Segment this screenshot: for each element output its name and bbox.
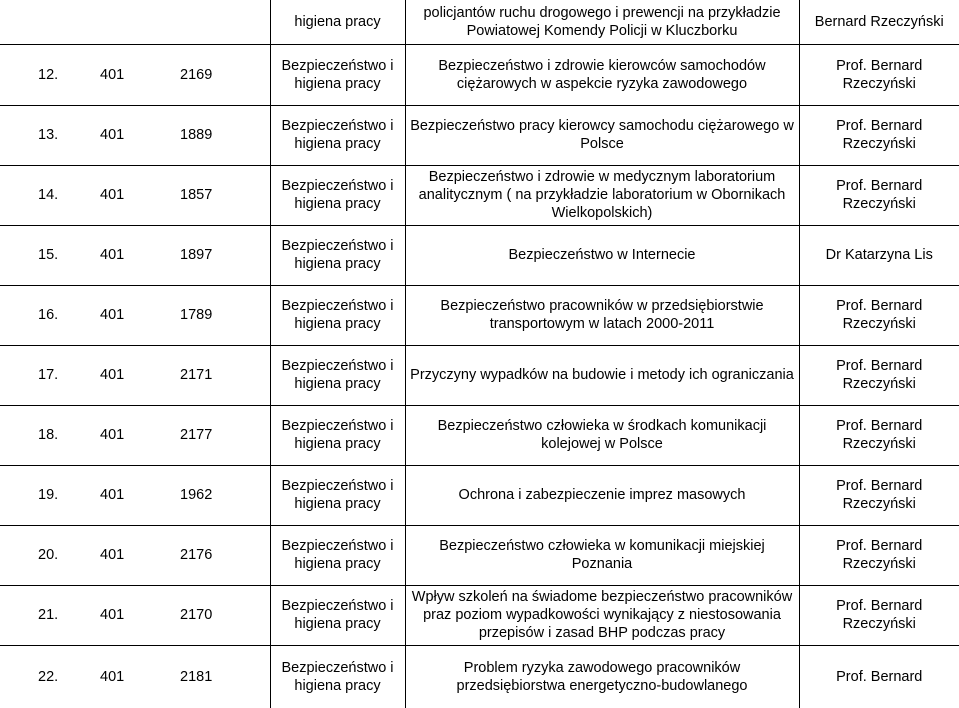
thesis-id: 2170 <box>180 607 213 623</box>
title-cell: Ochrona i zabezpieczenie imprez masowych <box>405 465 799 525</box>
thesis-id: 1962 <box>180 487 213 503</box>
supervisor-cell: Prof. Bernard Rzeczyński <box>799 525 959 585</box>
row-number: 12. <box>38 66 59 83</box>
area-cell: Bezpieczeństwo i higiena pracy <box>270 345 405 405</box>
title-cell: Bezpieczeństwo człowieka w komunikacji miejskiej Poznania <box>405 525 799 585</box>
row-number: 18. <box>38 427 59 443</box>
area-cell: Bezpieczeństwo i higiena pracy <box>270 525 405 585</box>
row-number: 14. <box>38 187 59 203</box>
supervisor-cell: Prof. Bernard Rzeczyński <box>799 44 959 105</box>
thesis-id: 2169 <box>180 66 213 83</box>
title-cell: Bezpieczeństwo i zdrowie w medycznym laboratorium analitycznym ( na przykładzie laboratorium w Obornikach Wielkopolskich) <box>405 165 799 225</box>
supervisor-cell: Dr Katarzyna Lis <box>799 225 959 285</box>
title-cell: Bezpieczeństwo i zdrowie kierowców samochodów ciężarowych w aspekcie ryzyka zawodowego <box>405 44 799 105</box>
area-cell: Bezpieczeństwo i higiena pracy <box>270 165 405 225</box>
number-cell <box>0 465 270 525</box>
title-cell: Problem ryzyka zawodowego pracowników przedsiębiorstwa energetyczno-budowlanego <box>405 645 799 708</box>
area-cell: Bezpieczeństwo i higiena pracy <box>270 585 405 645</box>
supervisor-cell: Prof. Bernard Rzeczyński <box>799 165 959 225</box>
number-cell <box>0 285 270 345</box>
number-cell <box>0 645 270 708</box>
number-cell <box>0 225 270 285</box>
row-number: 19. <box>38 487 59 503</box>
number-cell <box>0 345 270 405</box>
table-row <box>0 165 959 225</box>
table-row <box>0 0 959 44</box>
program-code: 401 <box>100 66 125 83</box>
program-code: 401 <box>100 668 125 685</box>
row-number: 22. <box>38 668 59 685</box>
area-cell: Bezpieczeństwo i higiena pracy <box>270 44 405 105</box>
number-cell <box>0 44 270 105</box>
row-number: 17. <box>38 367 59 383</box>
thesis-id: 1857 <box>180 187 213 203</box>
number-cell <box>0 0 270 44</box>
thesis-id: 1889 <box>180 127 213 143</box>
area-cell: Bezpieczeństwo i higiena pracy <box>270 225 405 285</box>
table-row <box>0 285 959 345</box>
program-code: 401 <box>100 247 125 263</box>
area-cell: Bezpieczeństwo i higiena pracy <box>270 405 405 465</box>
title-cell: Wpływ szkoleń na świadome bezpieczeństwo pracowników praz poziom wypadkowości wynikający z niestosowania przepisów i zasad BHP podczas pracy <box>405 585 799 645</box>
title-cell: Bezpieczeństwo w Internecie <box>405 225 799 285</box>
title-cell: Bezpieczeństwo pracowników w przedsiębiorstwie transportowym w latach 2000-2011 <box>405 285 799 345</box>
thesis-id: 2177 <box>180 427 213 443</box>
thesis-id: 2181 <box>180 668 213 685</box>
supervisor-cell: Prof. Bernard Rzeczyński <box>799 345 959 405</box>
thesis-id: 2176 <box>180 547 213 563</box>
program-code: 401 <box>100 427 125 443</box>
number-cell <box>0 165 270 225</box>
supervisor-cell: Prof. Bernard Rzeczyński <box>799 105 959 165</box>
table-row <box>0 585 959 645</box>
supervisor-cell: Prof. Bernard Rzeczyński <box>799 405 959 465</box>
title-cell: Przyczyny wypadków na budowie i metody ich ograniczania <box>405 345 799 405</box>
supervisor-cell: Prof. Bernard <box>799 645 959 708</box>
program-code: 401 <box>100 187 125 203</box>
program-code: 401 <box>100 547 125 563</box>
row-number: 16. <box>38 307 59 323</box>
supervisor-cell: Prof. Bernard Rzeczyński <box>799 585 959 645</box>
supervisor-cell: Prof. Bernard Rzeczyński <box>799 285 959 345</box>
table-row <box>0 405 959 465</box>
row-number: 13. <box>38 127 59 143</box>
supervisor-cell: Prof. Bernard Rzeczyński <box>799 465 959 525</box>
title-cell: Bezpieczeństwo pracy kierowcy samochodu ciężarowego w Polsce <box>405 105 799 165</box>
row-number: 15. <box>38 247 59 263</box>
number-cell <box>0 585 270 645</box>
table-row <box>0 645 959 708</box>
table-row <box>0 465 959 525</box>
title-cell: policjantów ruchu drogowego i prewencji na przykładzie Powiatowej Komendy Policji w Kluczborku <box>405 0 799 44</box>
area-cell: higiena pracy <box>270 0 405 44</box>
table-row <box>0 44 959 105</box>
thesis-id: 1789 <box>180 307 213 323</box>
area-cell: Bezpieczeństwo i higiena pracy <box>270 105 405 165</box>
row-number: 20. <box>38 547 59 563</box>
number-cell <box>0 525 270 585</box>
number-cell <box>0 105 270 165</box>
area-cell: Bezpieczeństwo i higiena pracy <box>270 465 405 525</box>
title-cell: Bezpieczeństwo człowieka w środkach komunikacji kolejowej w Polsce <box>405 405 799 465</box>
program-code: 401 <box>100 367 125 383</box>
area-cell: Bezpieczeństwo i higiena pracy <box>270 285 405 345</box>
table-row <box>0 225 959 285</box>
program-code: 401 <box>100 127 125 143</box>
table-row <box>0 345 959 405</box>
program-code: 401 <box>100 487 125 503</box>
number-cell <box>0 405 270 465</box>
table-row <box>0 525 959 585</box>
table-row <box>0 105 959 165</box>
thesis-id: 1897 <box>180 247 213 263</box>
program-code: 401 <box>100 607 125 623</box>
area-cell: Bezpieczeństwo i higiena pracy <box>270 645 405 708</box>
program-code: 401 <box>100 307 125 323</box>
supervisor-cell: Bernard Rzeczyński <box>799 0 959 44</box>
thesis-id: 2171 <box>180 367 213 383</box>
row-number: 21. <box>38 607 59 623</box>
